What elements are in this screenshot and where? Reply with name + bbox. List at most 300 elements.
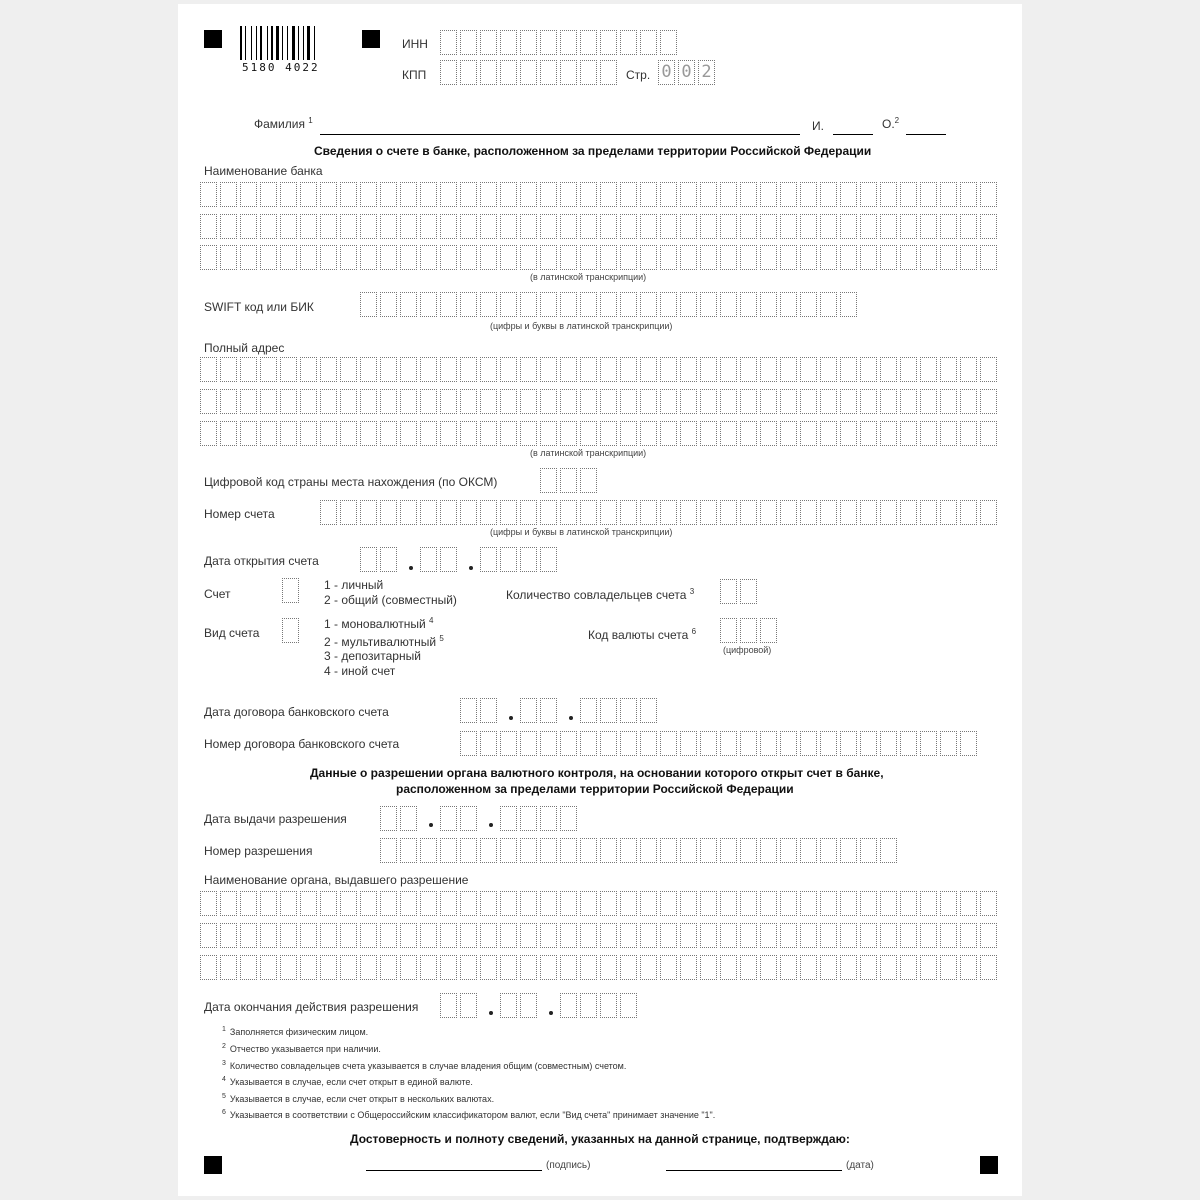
input-cell[interactable] xyxy=(540,698,557,723)
input-cell[interactable] xyxy=(340,245,357,270)
input-cell[interactable] xyxy=(820,891,837,916)
input-cell[interactable] xyxy=(500,547,517,572)
input-cell[interactable] xyxy=(840,292,857,317)
input-cell[interactable] xyxy=(560,60,577,85)
input-cell[interactable] xyxy=(520,500,537,525)
input-cell[interactable] xyxy=(960,389,977,414)
input-cell[interactable] xyxy=(980,214,997,239)
input-cell[interactable] xyxy=(560,182,577,207)
input-cell[interactable] xyxy=(780,838,797,863)
input-cell[interactable] xyxy=(500,292,517,317)
input-cell[interactable] xyxy=(600,923,617,948)
input-cell[interactable] xyxy=(560,214,577,239)
input-cell[interactable] xyxy=(520,547,537,572)
input-cell[interactable] xyxy=(460,500,477,525)
input-cell[interactable] xyxy=(400,389,417,414)
input-cell[interactable] xyxy=(480,547,497,572)
input-cell[interactable] xyxy=(720,182,737,207)
date-line[interactable] xyxy=(666,1170,842,1171)
input-cell[interactable] xyxy=(340,389,357,414)
input-cell[interactable] xyxy=(460,923,477,948)
input-cell[interactable] xyxy=(580,923,597,948)
input-cell[interactable] xyxy=(700,292,717,317)
input-cell[interactable] xyxy=(860,923,877,948)
input-cell[interactable] xyxy=(480,214,497,239)
input-cell[interactable] xyxy=(640,214,657,239)
input-cell[interactable] xyxy=(680,891,697,916)
input-cell[interactable] xyxy=(920,923,937,948)
input-cell[interactable] xyxy=(520,357,537,382)
input-cell[interactable] xyxy=(340,923,357,948)
input-cell[interactable] xyxy=(500,806,517,831)
input-cell[interactable] xyxy=(480,245,497,270)
input-cell[interactable] xyxy=(540,30,557,55)
input-cell[interactable] xyxy=(200,923,217,948)
input-cell[interactable] xyxy=(600,698,617,723)
input-cell[interactable] xyxy=(240,421,257,446)
input-cell[interactable] xyxy=(720,923,737,948)
input-cell[interactable] xyxy=(840,421,857,446)
input-cell[interactable] xyxy=(500,891,517,916)
input-cell[interactable] xyxy=(640,389,657,414)
input-cell[interactable] xyxy=(600,182,617,207)
input-cell[interactable] xyxy=(420,547,437,572)
input-cell[interactable] xyxy=(700,923,717,948)
input-cell[interactable] xyxy=(820,214,837,239)
input-cell[interactable] xyxy=(600,245,617,270)
input-cell[interactable] xyxy=(480,698,497,723)
input-cell[interactable] xyxy=(260,891,277,916)
contract-date-year[interactable] xyxy=(580,698,660,723)
input-cell[interactable] xyxy=(500,838,517,863)
input-cell[interactable] xyxy=(840,182,857,207)
input-cell[interactable] xyxy=(440,357,457,382)
input-cell[interactable] xyxy=(240,389,257,414)
input-cell[interactable] xyxy=(700,389,717,414)
input-cell[interactable] xyxy=(400,923,417,948)
input-cell[interactable] xyxy=(440,993,457,1018)
input-cell[interactable] xyxy=(920,500,937,525)
input-cell[interactable] xyxy=(820,500,837,525)
input-cell[interactable] xyxy=(600,955,617,980)
input-cell[interactable] xyxy=(620,923,637,948)
input-cell[interactable] xyxy=(880,500,897,525)
input-cell[interactable] xyxy=(820,245,837,270)
input-cell[interactable] xyxy=(400,182,417,207)
input-cell[interactable] xyxy=(320,245,337,270)
input-cell[interactable] xyxy=(900,245,917,270)
input-cell[interactable] xyxy=(960,214,977,239)
input-cell[interactable] xyxy=(800,292,817,317)
input-cell[interactable] xyxy=(640,891,657,916)
input-cell[interactable] xyxy=(800,357,817,382)
input-cell[interactable] xyxy=(400,421,417,446)
input-cell[interactable] xyxy=(800,214,817,239)
input-cell[interactable] xyxy=(720,214,737,239)
input-cell[interactable] xyxy=(480,955,497,980)
input-cell[interactable] xyxy=(540,547,557,572)
input-cell[interactable] xyxy=(740,389,757,414)
input-cell[interactable] xyxy=(880,421,897,446)
input-cell[interactable] xyxy=(380,389,397,414)
input-cell[interactable] xyxy=(640,955,657,980)
input-cell[interactable] xyxy=(840,245,857,270)
input-cell[interactable] xyxy=(700,731,717,756)
input-cell[interactable] xyxy=(320,500,337,525)
input-cell[interactable] xyxy=(380,547,397,572)
input-cell[interactable] xyxy=(860,838,877,863)
input-cell[interactable] xyxy=(400,838,417,863)
input-cell[interactable] xyxy=(760,245,777,270)
input-cell[interactable] xyxy=(480,923,497,948)
input-cell[interactable] xyxy=(740,245,757,270)
input-cell[interactable] xyxy=(640,357,657,382)
input-cell[interactable] xyxy=(420,923,437,948)
input-cell[interactable] xyxy=(400,500,417,525)
input-cell[interactable] xyxy=(780,182,797,207)
input-cell[interactable] xyxy=(680,955,697,980)
input-cell[interactable] xyxy=(380,245,397,270)
input-cell[interactable] xyxy=(540,292,557,317)
input-cell[interactable] xyxy=(520,955,537,980)
input-cell[interactable] xyxy=(940,389,957,414)
input-cell[interactable] xyxy=(320,389,337,414)
bank-name-row-3[interactable] xyxy=(200,245,1000,270)
input-cell[interactable] xyxy=(560,923,577,948)
input-cell[interactable] xyxy=(800,421,817,446)
input-cell[interactable] xyxy=(380,357,397,382)
input-cell[interactable] xyxy=(220,955,237,980)
input-cell[interactable] xyxy=(840,891,857,916)
input-cell[interactable] xyxy=(580,357,597,382)
input-cell[interactable] xyxy=(420,292,437,317)
input-cell[interactable] xyxy=(940,955,957,980)
input-cell[interactable] xyxy=(980,245,997,270)
input-cell[interactable] xyxy=(600,838,617,863)
input-cell[interactable] xyxy=(220,357,237,382)
input-cell[interactable] xyxy=(620,292,637,317)
input-cell[interactable] xyxy=(740,421,757,446)
input-cell[interactable] xyxy=(800,838,817,863)
input-cell[interactable] xyxy=(440,500,457,525)
input-cell[interactable] xyxy=(460,698,477,723)
input-cell[interactable] xyxy=(700,357,717,382)
input-cell[interactable] xyxy=(440,923,457,948)
input-cell[interactable] xyxy=(760,214,777,239)
input-cell[interactable] xyxy=(680,214,697,239)
input-cell[interactable] xyxy=(620,389,637,414)
input-cell[interactable] xyxy=(760,357,777,382)
input-cell[interactable] xyxy=(360,182,377,207)
input-cell[interactable] xyxy=(520,421,537,446)
input-cell[interactable] xyxy=(380,421,397,446)
input-cell[interactable] xyxy=(340,421,357,446)
input-cell[interactable] xyxy=(960,923,977,948)
input-cell[interactable] xyxy=(680,245,697,270)
input-cell[interactable] xyxy=(600,60,617,85)
input-cell[interactable] xyxy=(580,698,597,723)
input-cell[interactable] xyxy=(660,389,677,414)
open-date-year[interactable] xyxy=(480,547,560,572)
input-cell[interactable] xyxy=(460,30,477,55)
input-cell[interactable] xyxy=(860,214,877,239)
input-cell[interactable] xyxy=(800,245,817,270)
input-cell[interactable] xyxy=(680,731,697,756)
input-cell[interactable] xyxy=(440,891,457,916)
input-cell[interactable] xyxy=(660,731,677,756)
input-cell[interactable] xyxy=(260,923,277,948)
input-cell[interactable] xyxy=(520,838,537,863)
input-cell[interactable] xyxy=(840,838,857,863)
input-cell[interactable] xyxy=(760,891,777,916)
input-cell[interactable] xyxy=(460,731,477,756)
input-cell[interactable] xyxy=(700,500,717,525)
input-cell[interactable] xyxy=(520,292,537,317)
patronymic-initial-line[interactable] xyxy=(906,134,946,135)
input-cell[interactable] xyxy=(580,389,597,414)
open-date-day[interactable] xyxy=(360,547,400,572)
input-cell[interactable] xyxy=(800,389,817,414)
input-cell[interactable] xyxy=(200,182,217,207)
input-cell[interactable] xyxy=(980,357,997,382)
input-cell[interactable] xyxy=(960,357,977,382)
input-cell[interactable] xyxy=(700,421,717,446)
input-cell[interactable] xyxy=(700,214,717,239)
input-cell[interactable] xyxy=(500,60,517,85)
input-cell[interactable] xyxy=(740,214,757,239)
input-cell[interactable] xyxy=(340,891,357,916)
swift-field[interactable] xyxy=(360,292,860,317)
input-cell[interactable] xyxy=(520,60,537,85)
input-cell[interactable] xyxy=(740,955,757,980)
input-cell[interactable] xyxy=(940,182,957,207)
input-cell[interactable] xyxy=(700,245,717,270)
input-cell[interactable] xyxy=(420,838,437,863)
input-cell[interactable] xyxy=(480,357,497,382)
input-cell[interactable] xyxy=(880,245,897,270)
bank-name-row-1[interactable] xyxy=(200,182,1000,207)
input-cell[interactable] xyxy=(880,182,897,207)
input-cell[interactable] xyxy=(320,182,337,207)
address-row-3[interactable] xyxy=(200,421,1000,446)
input-cell[interactable] xyxy=(520,731,537,756)
input-cell[interactable] xyxy=(500,955,517,980)
input-cell[interactable] xyxy=(640,500,657,525)
input-cell[interactable] xyxy=(740,618,757,643)
input-cell[interactable] xyxy=(580,421,597,446)
input-cell[interactable] xyxy=(520,245,537,270)
input-cell[interactable] xyxy=(280,214,297,239)
input-cell[interactable] xyxy=(282,618,299,643)
permit-authority-row-3[interactable] xyxy=(200,955,1000,980)
input-cell[interactable] xyxy=(580,891,597,916)
input-cell[interactable] xyxy=(540,468,557,493)
input-cell[interactable] xyxy=(420,357,437,382)
input-cell[interactable] xyxy=(380,955,397,980)
input-cell[interactable] xyxy=(740,357,757,382)
input-cell[interactable] xyxy=(900,923,917,948)
input-cell[interactable] xyxy=(920,891,937,916)
input-cell[interactable] xyxy=(460,389,477,414)
input-cell[interactable] xyxy=(420,421,437,446)
input-cell[interactable] xyxy=(900,500,917,525)
input-cell[interactable] xyxy=(880,923,897,948)
input-cell[interactable] xyxy=(860,500,877,525)
input-cell[interactable] xyxy=(580,292,597,317)
input-cell[interactable] xyxy=(940,357,957,382)
input-cell[interactable] xyxy=(460,806,477,831)
first-name-initial-line[interactable] xyxy=(833,134,873,135)
input-cell[interactable] xyxy=(900,357,917,382)
input-cell[interactable] xyxy=(360,389,377,414)
input-cell[interactable] xyxy=(780,500,797,525)
input-cell[interactable] xyxy=(520,30,537,55)
input-cell[interactable] xyxy=(240,891,257,916)
input-cell[interactable] xyxy=(380,806,397,831)
input-cell[interactable] xyxy=(740,731,757,756)
input-cell[interactable] xyxy=(420,891,437,916)
contract-date-month[interactable] xyxy=(520,698,560,723)
input-cell[interactable] xyxy=(420,245,437,270)
input-cell[interactable] xyxy=(440,421,457,446)
input-cell[interactable] xyxy=(240,182,257,207)
input-cell[interactable] xyxy=(480,182,497,207)
country-code-field[interactable] xyxy=(540,468,600,493)
input-cell[interactable] xyxy=(660,838,677,863)
input-cell[interactable] xyxy=(760,500,777,525)
input-cell[interactable] xyxy=(980,891,997,916)
input-cell[interactable] xyxy=(320,214,337,239)
input-cell[interactable] xyxy=(680,923,697,948)
input-cell[interactable] xyxy=(960,245,977,270)
input-cell[interactable] xyxy=(900,731,917,756)
input-cell[interactable] xyxy=(900,214,917,239)
input-cell[interactable] xyxy=(720,500,737,525)
input-cell[interactable] xyxy=(960,421,977,446)
input-cell[interactable] xyxy=(860,182,877,207)
input-cell[interactable] xyxy=(580,245,597,270)
input-cell[interactable] xyxy=(560,731,577,756)
input-cell[interactable] xyxy=(540,806,557,831)
input-cell[interactable] xyxy=(920,389,937,414)
input-cell[interactable] xyxy=(580,838,597,863)
input-cell[interactable] xyxy=(260,214,277,239)
input-cell[interactable] xyxy=(560,838,577,863)
permit-number-field[interactable] xyxy=(380,838,900,863)
input-cell[interactable] xyxy=(660,357,677,382)
input-cell[interactable] xyxy=(880,214,897,239)
permit-end-date-year[interactable] xyxy=(560,993,640,1018)
input-cell[interactable] xyxy=(460,993,477,1018)
input-cell[interactable] xyxy=(700,182,717,207)
input-cell[interactable] xyxy=(500,245,517,270)
input-cell[interactable] xyxy=(380,292,397,317)
input-cell[interactable] xyxy=(640,421,657,446)
bank-name-row-2[interactable] xyxy=(200,214,1000,239)
input-cell[interactable] xyxy=(380,891,397,916)
input-cell[interactable] xyxy=(300,421,317,446)
input-cell[interactable] xyxy=(540,891,557,916)
input-cell[interactable] xyxy=(520,891,537,916)
input-cell[interactable] xyxy=(440,214,457,239)
input-cell[interactable] xyxy=(280,245,297,270)
input-cell[interactable] xyxy=(520,214,537,239)
input-cell[interactable] xyxy=(440,182,457,207)
input-cell[interactable] xyxy=(200,891,217,916)
input-cell[interactable] xyxy=(380,923,397,948)
input-cell[interactable] xyxy=(720,838,737,863)
input-cell[interactable] xyxy=(420,182,437,207)
input-cell[interactable] xyxy=(780,389,797,414)
input-cell[interactable] xyxy=(780,214,797,239)
open-date-month[interactable] xyxy=(420,547,460,572)
inn-field[interactable] xyxy=(440,30,680,55)
input-cell[interactable] xyxy=(580,731,597,756)
input-cell[interactable] xyxy=(220,182,237,207)
input-cell[interactable] xyxy=(940,891,957,916)
input-cell[interactable] xyxy=(600,389,617,414)
input-cell[interactable] xyxy=(660,955,677,980)
input-cell[interactable] xyxy=(380,182,397,207)
permit-issue-date-year[interactable] xyxy=(500,806,580,831)
input-cell[interactable] xyxy=(360,955,377,980)
input-cell[interactable] xyxy=(860,389,877,414)
input-cell[interactable] xyxy=(260,421,277,446)
input-cell[interactable] xyxy=(600,500,617,525)
input-cell[interactable] xyxy=(640,182,657,207)
surname-line[interactable] xyxy=(320,134,800,135)
input-cell[interactable] xyxy=(560,468,577,493)
input-cell[interactable] xyxy=(720,389,737,414)
input-cell[interactable] xyxy=(880,955,897,980)
input-cell[interactable] xyxy=(260,389,277,414)
input-cell[interactable] xyxy=(280,955,297,980)
input-cell[interactable] xyxy=(300,357,317,382)
input-cell[interactable] xyxy=(540,500,557,525)
input-cell[interactable] xyxy=(820,389,837,414)
input-cell[interactable] xyxy=(920,214,937,239)
input-cell[interactable] xyxy=(360,245,377,270)
input-cell[interactable] xyxy=(360,357,377,382)
input-cell[interactable] xyxy=(460,838,477,863)
input-cell[interactable] xyxy=(800,923,817,948)
input-cell[interactable] xyxy=(540,245,557,270)
input-cell[interactable] xyxy=(500,182,517,207)
input-cell[interactable] xyxy=(480,389,497,414)
input-cell[interactable] xyxy=(360,214,377,239)
input-cell[interactable] xyxy=(340,357,357,382)
input-cell[interactable] xyxy=(700,955,717,980)
permit-issue-date-month[interactable] xyxy=(440,806,480,831)
input-cell[interactable] xyxy=(860,731,877,756)
input-cell[interactable] xyxy=(320,923,337,948)
input-cell[interactable] xyxy=(800,500,817,525)
address-row-2[interactable] xyxy=(200,389,1000,414)
input-cell[interactable] xyxy=(840,357,857,382)
input-cell[interactable] xyxy=(300,214,317,239)
input-cell[interactable] xyxy=(900,421,917,446)
input-cell[interactable] xyxy=(320,891,337,916)
input-cell[interactable] xyxy=(500,500,517,525)
input-cell[interactable] xyxy=(800,731,817,756)
input-cell[interactable] xyxy=(540,923,557,948)
input-cell[interactable] xyxy=(320,421,337,446)
input-cell[interactable] xyxy=(460,182,477,207)
input-cell[interactable] xyxy=(840,955,857,980)
input-cell[interactable] xyxy=(400,955,417,980)
input-cell[interactable] xyxy=(620,30,637,55)
input-cell[interactable] xyxy=(580,182,597,207)
